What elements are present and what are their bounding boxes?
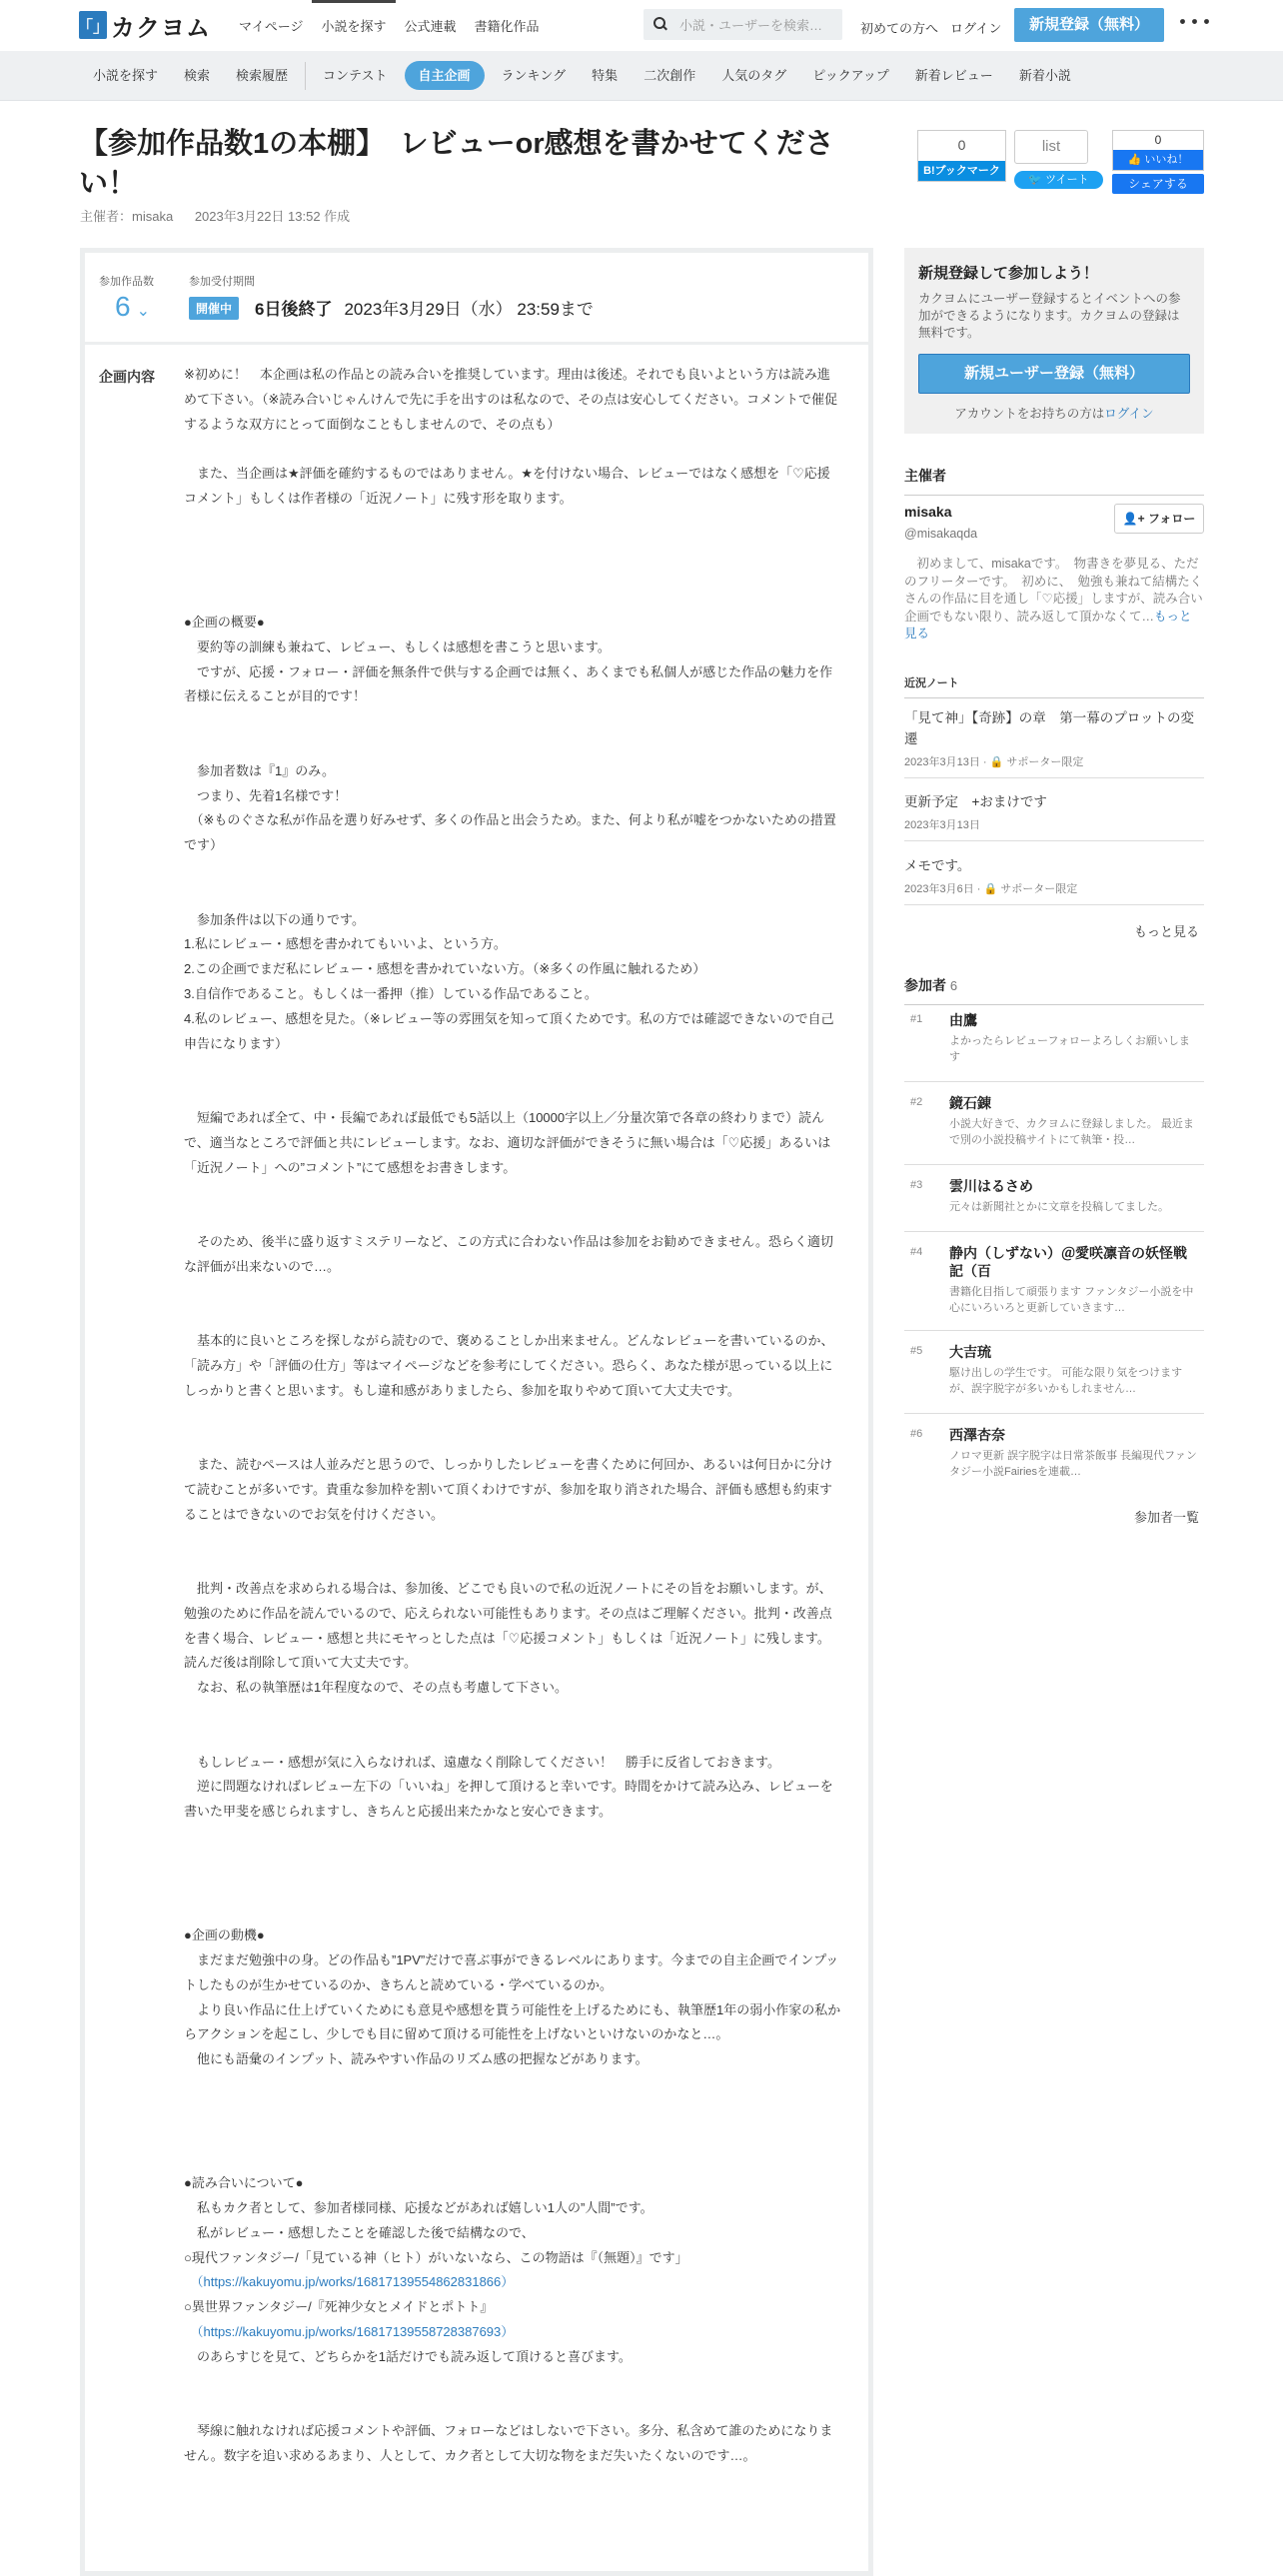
deadline xyxy=(255,295,594,320)
organizer-desc-text: 初めまして、misakaです。 物書きを夢見る、ただのフリーターです。 初めに、 勉強も兼ねて結構たくさんの作品に目を通し「♡応援」しますが、読み合い企画でもない限り、読み返して頂かなくて… xyxy=(904,557,1203,624)
login-link[interactable]: ログイン xyxy=(950,21,1002,36)
remaining-time: 6日後終了 xyxy=(255,300,333,319)
body-line xyxy=(184,437,841,462)
entry-count[interactable] xyxy=(115,291,150,323)
participant-name: 鏡石錬 xyxy=(949,1095,991,1111)
body-line: 1.私にレビュー・感想を書かれてもいいよ、という方。 xyxy=(184,936,507,952)
participant-item[interactable] xyxy=(904,1232,1204,1331)
body-line: ○異世界ファンタジー/『死神少女とメイドとポトト』 xyxy=(184,2299,494,2315)
body-line: ●企画の概要● xyxy=(184,614,265,630)
organizer-more-link[interactable]: もっと見る xyxy=(904,609,1192,641)
site-logo[interactable] xyxy=(77,11,211,42)
subnav-history[interactable]: 検索履歴 xyxy=(236,68,289,83)
body-line: まだまだ勉強中の身。どの作品も”1PV”だけで喜ぶ事ができるレベルにあります。今までの自主企画でインプットしたものが生かせているのか、きちんと読めている・学べているのか。 xyxy=(184,1952,839,1992)
body-line[interactable]: （https://kakuyomu.jp/works/16817139558728387693） xyxy=(184,2323,515,2339)
body-line xyxy=(184,586,841,611)
hatena-bookmark-button[interactable] xyxy=(917,130,1006,182)
event-meta xyxy=(80,206,368,225)
participant-rank: #1 xyxy=(910,1013,923,1025)
search-icon xyxy=(643,9,671,40)
bookmark-count: 0 xyxy=(957,137,966,153)
note-title: メモです。 xyxy=(904,858,971,873)
register-button[interactable]: 新規登録（無料） xyxy=(1014,8,1164,42)
participant-desc: 元々は新聞社とかに文章を投稿してました。 xyxy=(949,1201,1169,1213)
nav-find-novels[interactable]: 小説を探す xyxy=(312,0,395,51)
body-line: ●読み合いについて● xyxy=(184,2175,304,2191)
note-title: 「見て神」【奇跡】の章 第一幕のプロットの変遷 xyxy=(904,710,1194,746)
content-label: 企画内容 xyxy=(99,369,155,385)
top-nav xyxy=(230,0,549,51)
like-text: いいね！ xyxy=(1144,154,1189,166)
chevron-down-icon: ⌄ xyxy=(136,303,150,320)
cta-title: 新規登録して参加しよう！ xyxy=(918,265,1099,282)
nav-mypage[interactable]: マイページ xyxy=(239,19,304,34)
note-date: 2023年3月13日 · 🔒 サポーター限定 xyxy=(904,756,1084,768)
body-line: なお、私の執筆歴は1年程度なので、その点も考慮して下さい。 xyxy=(184,1680,568,1696)
body-line xyxy=(184,1304,841,1329)
body-line: （※ものぐさな私が作品を選り好みせず、多くの作品と出会うため。また、何より私が嘘をつかないための措置です） xyxy=(184,812,836,853)
participant-desc: ノロマ更新 誤字脱字は日常茶飯事 長編現代ファンタジー小説Fairiesを連載… xyxy=(949,1450,1197,1478)
status-badge: 開催中 xyxy=(189,297,239,320)
participants-count: 6 xyxy=(949,978,958,993)
body-line: ○現代ファンタジー/「見ている神（ヒト）がいないなら、この物語は『（無題）』です」 xyxy=(184,2249,688,2265)
subnav-ranking[interactable]: ランキング xyxy=(501,68,567,83)
note-item[interactable] xyxy=(904,707,1204,778)
body-line: 他にも語彙のインプット、読みやすい作品のリズム感の把握などがあります。 xyxy=(184,2051,648,2067)
notes-heading: 近況ノート xyxy=(904,674,1204,698)
body-line[interactable]: （https://kakuyomu.jp/works/16817139554862831866） xyxy=(184,2274,515,2290)
body-line: 逆に問題なければレビュー左下の「いいね」を押して頂けると幸いです。時間をかけて読み込み、レビューを書いた甲斐を感じられますし、きちんと応援出来たかなと安心できます。 xyxy=(184,1779,833,1820)
subnav-new-novels[interactable]: 新着小説 xyxy=(1018,68,1071,83)
body-line xyxy=(184,1875,841,1900)
body-line: 基本的に良いところを探しながら読むので、褒めることしか出来ません。どんなレビューを書いているのか、「読み方」や「評価の仕方」等はマイページなどを参考にしてください。恐らく、あなた様が思っている以上にしっかりと書くと思います。もし違和感がありましたら、参加を取りやめて頂いて大丈夫です。 xyxy=(184,1333,834,1398)
body-line xyxy=(184,2394,841,2419)
tweet-label: ツイート xyxy=(1045,174,1089,186)
note-item[interactable] xyxy=(904,855,1204,905)
body-line xyxy=(184,1081,841,1106)
participant-item[interactable] xyxy=(904,999,1204,1082)
body-line xyxy=(184,1825,841,1850)
follow-button[interactable] xyxy=(1114,504,1204,534)
cta-text: カクヨムにユーザー登録するとイベントへの参加ができるようになります。カクヨムの登録は無料です。 xyxy=(918,292,1181,340)
body-line xyxy=(184,1428,841,1453)
participant-name: 静内（しずない）＠愛咲凛音の妖怪戦記（百 xyxy=(949,1245,1187,1279)
facebook-like-button[interactable] xyxy=(1112,130,1204,171)
body-line xyxy=(184,1850,841,1875)
body-line: 批判・改善点を求められる場合は、参加後、どこでも良いので私の近況ノートにその旨をお願いします。が、勉強のために作品を読んでいるので、応えられない可能性もあります。その点はご理解ください。批判・改善点を書く場合、レビュー・感想と共にモヤっとした点は「♡応援コメント」もしくは「近況ノート」に残します。読んだ後は削除して頂いて大丈夫です。 xyxy=(184,1581,832,1671)
facebook-share-button[interactable]: シェアする xyxy=(1112,174,1204,194)
twitter-icon: 🐦 xyxy=(1028,174,1043,186)
participant-rank: #6 xyxy=(910,1428,923,1440)
body-line: 私がレビュー・感想したことを確認した後で結構なので、 xyxy=(184,2224,535,2240)
signup-cta xyxy=(904,248,1204,434)
body-line xyxy=(184,1899,841,1924)
subnav-find[interactable]: 小説を探す xyxy=(93,68,159,83)
logo-mark: 「」 xyxy=(79,11,107,39)
logo-text: カクヨム xyxy=(111,14,211,42)
subnav-user-events[interactable]: 自主企画 xyxy=(405,61,485,90)
follow-label: フォロー xyxy=(1147,512,1196,526)
subnav-new-reviews[interactable]: 新着レビュー xyxy=(914,68,993,83)
note-item[interactable] xyxy=(904,791,1204,841)
cta-login-text: アカウントをお持ちの方は xyxy=(954,407,1105,421)
participant-item[interactable] xyxy=(904,1082,1204,1165)
participant-name: 西澤杏奈 xyxy=(949,1427,1005,1443)
body-line: 2.この企画でまだ私にレビュー・感想を書かれていない方。（※多くの作風に触れるため） xyxy=(184,961,706,977)
site-header xyxy=(0,0,1283,51)
subnav-fanfic[interactable]: 二次創作 xyxy=(643,68,696,83)
subnav-tags[interactable]: 人気のタグ xyxy=(721,68,787,83)
organizer-desc xyxy=(904,556,1204,644)
participant-item[interactable] xyxy=(904,1414,1204,1495)
body-line: ※初めに！ 本企画は私の作品との読み合いを推奨しています。理由は後述。それでも良いよという方は読み進めて下さい。（※読み合いじゃんけんで先に手を出すのは私なので、その点は安心してください。コメントで催促するような双方にとって面倒なこともしませんので、その点も） xyxy=(184,367,838,432)
body-line xyxy=(184,2072,841,2097)
note-title: 更新予定 +おまけです xyxy=(904,794,1047,809)
like-label xyxy=(1113,150,1203,170)
subnav-features[interactable]: 特集 xyxy=(592,68,619,83)
note-date: 2023年3月13日 xyxy=(904,819,980,831)
participant-name: 雲川はるさめ xyxy=(949,1178,1033,1194)
body-line xyxy=(184,1180,841,1205)
participant-item[interactable] xyxy=(904,1165,1204,1232)
body-line: ですが、応援・フォロー・評価を無条件で供与する企画では無く、あくまでも私個人が感じた作品の魅力を作者様に伝えることが目的です！ xyxy=(184,663,833,704)
body-line: 短編であれば全て、中・長編であれば最低でも5話以上（10000字以上／分量次第で各章の終わりまで）読んで、適当なところで評価と共にレビューします。なお、適切な評価ができそうに無い場合は「♡応援」あるいは「近況ノート」への”コメント”にて感想をお書きします。 xyxy=(184,1109,831,1175)
body-line: 琴線に触れなければ応援コメントや評価、フォローなどはしないで下さい。多分、私含めて誰のためになりません。数字を追い求めるあまり、人として、カク者として大切な物をまだ失いたくないのです…。 xyxy=(184,2423,833,2463)
thumbs-up-icon: 👍 xyxy=(1127,154,1142,166)
body-line xyxy=(184,734,841,759)
body-line xyxy=(184,858,841,883)
more-menu-icon[interactable]: ･･･ xyxy=(1177,10,1214,35)
body-line: ●企画の動機● xyxy=(184,1928,265,1943)
participants-title: 参加者 xyxy=(904,977,946,993)
period-label: 参加受付期間 xyxy=(189,276,255,288)
tweet-button[interactable] xyxy=(1014,171,1103,189)
body-line: 4.私のレビュー、感想を見た。（※レビュー等の雰囲気を知って頂くためです。私の方では確認できないので自己申告になります） xyxy=(184,1010,834,1051)
like-count: 0 xyxy=(1154,133,1162,147)
deadline-date: 2023年3月29日（水） 23:59まで xyxy=(344,300,594,319)
organizer-id: @misakaqda xyxy=(904,527,978,541)
participant-rank: #3 xyxy=(910,1179,923,1191)
created-date: 2023年3月22日 13:52 作成 xyxy=(194,209,351,224)
nav-books[interactable]: 書籍化作品 xyxy=(474,19,540,34)
organizer-heading: 主催者 xyxy=(904,466,1204,496)
organizer-byline: 主催者：misaka xyxy=(80,209,174,224)
body-line xyxy=(184,561,841,586)
subnav-search[interactable]: 検索 xyxy=(184,68,211,83)
event-main xyxy=(80,248,873,2576)
body-line: もしレビュー・感想が気に入らなければ、遠慮なく削除してください！ 勝手に反省しておきます。 xyxy=(184,1754,780,1770)
participant-desc: 書籍化目指して頑張ります ファンタジー小説を中心にいろいろと更新していきます… xyxy=(949,1286,1194,1314)
body-line xyxy=(184,709,841,734)
body-line: 要約等の訓練も兼ねて、レビュー、もしくは感想を書こうと思います。 xyxy=(184,639,611,654)
cta-login-line xyxy=(918,404,1190,422)
body-line xyxy=(184,1527,841,1552)
body-line: 私もカク者として、参加者様同様、応援などがあれば嬉しい1人の”人間”です。 xyxy=(184,2199,653,2215)
body-line xyxy=(184,2370,841,2395)
participants-all-link[interactable]: 参加者一覧 xyxy=(1134,1510,1200,1525)
participant-rank: #2 xyxy=(910,1096,923,1108)
page-title: 【参加作品数1の本棚】 レビューor感想を書かせてください！ xyxy=(79,128,834,200)
body-line xyxy=(184,1403,841,1428)
nav-official[interactable]: 公式連載 xyxy=(404,19,457,34)
body-line: のあらすじを見て、どちらかを1話だけでも読み返して頂けると喜びます。 xyxy=(184,2348,632,2364)
signup-button[interactable]: 新規ユーザー登録（無料） xyxy=(918,354,1190,394)
body-line: また、読むペースは人並みだと思うので、しっかりしたレビューを書くために何回か、あるいは何日かに分けて読むことが多いです。貴重な参加枠を割いて頂くわけですが、参加を取り消された場合、評価も感想も約束することはできないのでお気を付けください。 xyxy=(184,1457,833,1522)
subnav-contest[interactable]: コンテスト xyxy=(323,68,388,83)
body-line xyxy=(184,1205,841,1230)
search-placeholder: 小説・ユーザーを検索… xyxy=(679,18,823,33)
notes-more-link[interactable]: もっと見る xyxy=(1134,924,1200,939)
body-line xyxy=(184,1701,841,1726)
body-line: 参加者数は『1』のみ。 xyxy=(184,762,336,778)
note-date: 2023年3月6日 · 🔒 サポーター限定 xyxy=(904,883,1078,895)
participant-rank: #4 xyxy=(910,1246,923,1258)
beginners-link[interactable]: 初めての方へ xyxy=(860,21,939,36)
body-line: また、当企画は★評価を確約するものではありません。★を付けない場合、レビューではなく感想を「♡応援コメント」もしくは作者様の「近況ノート」に残す形を取ります。 xyxy=(184,466,830,506)
body-line xyxy=(184,1552,841,1577)
event-body xyxy=(184,363,841,2469)
body-line: そのため、後半に盛り返すミステリーなど、この方式に合わない作品は参加をお勧めできません。恐らく適切な評価が出来ないので…。 xyxy=(184,1233,834,1274)
bookmark-label: B!ブックマーク xyxy=(918,161,1005,181)
participant-name: 大吉琉 xyxy=(949,1344,991,1360)
cta-login-link[interactable]: ログイン xyxy=(1104,407,1154,421)
body-line: 参加条件は以下の通りです。 xyxy=(184,911,365,927)
event-period xyxy=(85,253,868,345)
participant-desc: よかったらレビューフォローよろしくお願いします xyxy=(949,1035,1190,1063)
entry-count-value: 6 xyxy=(115,291,131,322)
body-line xyxy=(184,1726,841,1751)
body-line xyxy=(184,537,841,562)
body-line xyxy=(184,2097,841,2122)
subnav-divider xyxy=(305,62,306,90)
list-button[interactable]: list xyxy=(1014,130,1088,164)
participant-desc: 小説大好きで、カクヨムに登録しました。 最近まで別の小説投稿サイトにて執筆・投… xyxy=(949,1118,1194,1146)
body-line xyxy=(184,2146,841,2171)
add-user-icon: 👤+ xyxy=(1122,512,1145,526)
count-label: 参加作品数 xyxy=(99,276,154,288)
sub-nav xyxy=(0,51,1283,101)
body-line xyxy=(184,2122,841,2147)
participant-item[interactable] xyxy=(904,1331,1204,1414)
body-line xyxy=(184,1279,841,1304)
body-line: 3.自信作であること。もしくは一番押（推）している作品であること。 xyxy=(184,985,598,1001)
body-line xyxy=(184,883,841,908)
participant-desc: 駆け出しの学生です。 可能な限り気をつけますが、誤字脱字が多いかもしれません… xyxy=(949,1367,1183,1395)
body-line: つまり、先着1名様です！ xyxy=(184,787,348,803)
participant-name: 由鷹 xyxy=(949,1012,977,1028)
search-input[interactable] xyxy=(643,9,842,40)
participant-rank: #5 xyxy=(910,1345,923,1357)
body-line: より良い作品に仕上げていくためにも意見や感想を貰う可能性を上げるためにも、執筆歴1年の弱小作家の私からアクションを起こし、少しでも目に留めて頂ける可能性を上げないといけないのかなと…。 xyxy=(184,2001,841,2042)
subnav-pickup[interactable]: ピックアップ xyxy=(812,68,889,83)
body-line xyxy=(184,1056,841,1081)
body-line xyxy=(184,512,841,537)
organizer-name[interactable]: misaka xyxy=(904,504,952,520)
